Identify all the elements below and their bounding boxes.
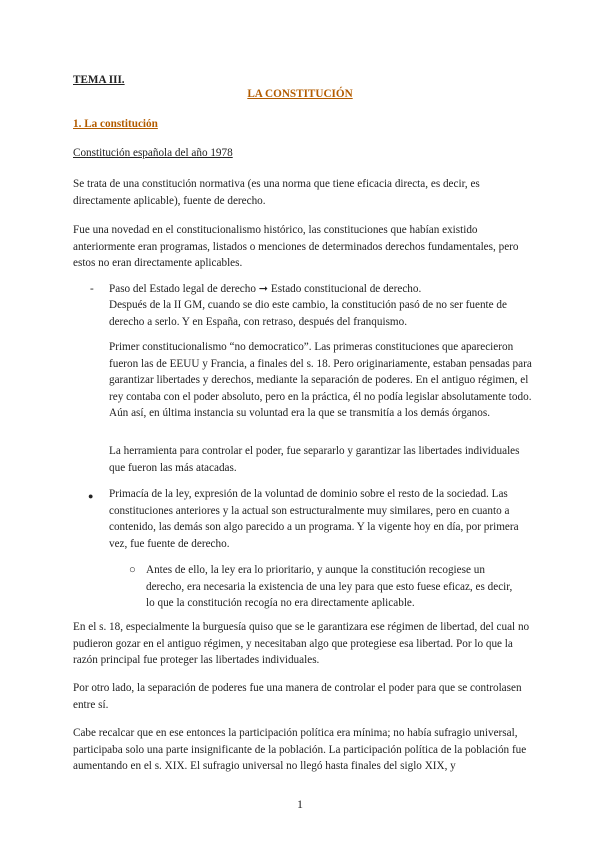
- list-item-1-paragraph-2: Primer constitucionalismo “no democratico”. Las primeras constituciones que aparecieron fueron las de EEUU y Francia, a finales del s. 18. Pero originariamente, estaban pensadas para garantizar libertades y derechos, mediante la separación de poderes. En el antiguo régimen, el rey contaba con el poder absoluto, pero en la práctica, él no podía legislar absolutamente todo. Aún así, en última instancia su voluntad era la que se transmitía a los demás órganos.: [109, 341, 532, 419]
- list-item-1-line-1: Paso del Estado legal de derecho ➞ Estado constitucional de derecho.: [109, 283, 422, 295]
- paragraph-1: Se trata de una constitución normativa (es una norma que tiene eficacia directa, es decir, es directamente aplicable), fuente de derecho.: [73, 178, 480, 207]
- paragraph-5: Cabe recalcar que en ese entonces la participación política era mínima; no había sufragio universal, participaba solo una parte insignificante de la población. La participación política de la población fue aumentando en el s. XIX. El sufragio universal no llegó hasta finales del siglo XIX, y: [73, 727, 527, 772]
- subsection-heading: Constitución española del año 1978: [73, 147, 233, 159]
- bullet-marker: ●: [88, 491, 94, 501]
- list-item-1-paragraph-3: La herramienta para controlar el poder, fue separarlo y garantizar las libertades individuales que fueron las más atacadas.: [109, 445, 520, 474]
- circle-marker: ○: [129, 564, 136, 576]
- sub-list-item: Antes de ello, la ley era lo prioritario, y aunque la constitución recogiese un derecho, era necesaria la existencia de una ley para que esto fuese eficaz, es decir, lo que la constitución recogía no era directamente aplicable.: [146, 564, 513, 609]
- paragraph-4: Por otro lado, la separación de poderes fue una manera de controlar el poder para que se controlasen entre sí.: [73, 682, 522, 711]
- section-heading: 1. La constitución: [73, 118, 158, 130]
- list-item-2: Primacía de la ley, expresión de la voluntad de dominio sobre el resto de la sociedad. Las constituciones anteriores y la actual son estructuralmente muy similares, pero en cuanto a contenido, las demás son algo parecido a un programa. Y la vigente hoy en día, por primera vez, fue fuente de derecho.: [109, 488, 519, 550]
- dash-marker: -: [90, 283, 94, 295]
- page-number: 1: [297, 797, 303, 811]
- paragraph-3: En el s. 18, especialmente la burguesía quiso que se le garantizara ese régimen de libertad, del cual no pudieron gozar en el antiguo régimen, y necesitaban algo que protegiese esa libertad. Por lo que la razón principal fue proteger las libertades individuales.: [73, 621, 530, 666]
- paragraph-2: Fue una novedad en el constitucionalismo histórico, las constituciones que habían existido anteriormente eran programas, listados o menciones de determinados derechos fundamentales, pero estos no eran directamente aplicables.: [73, 224, 519, 269]
- page-title: LA CONSTITUCIÓN: [247, 88, 353, 100]
- tema-heading: TEMA III.: [73, 74, 125, 86]
- list-item-1-line-2: Después de la II GM, cuando se dio este cambio, la constitución pasó de no ser fuente de derecho a serlo. Y en España, con retraso, después del franquismo.: [109, 299, 507, 328]
